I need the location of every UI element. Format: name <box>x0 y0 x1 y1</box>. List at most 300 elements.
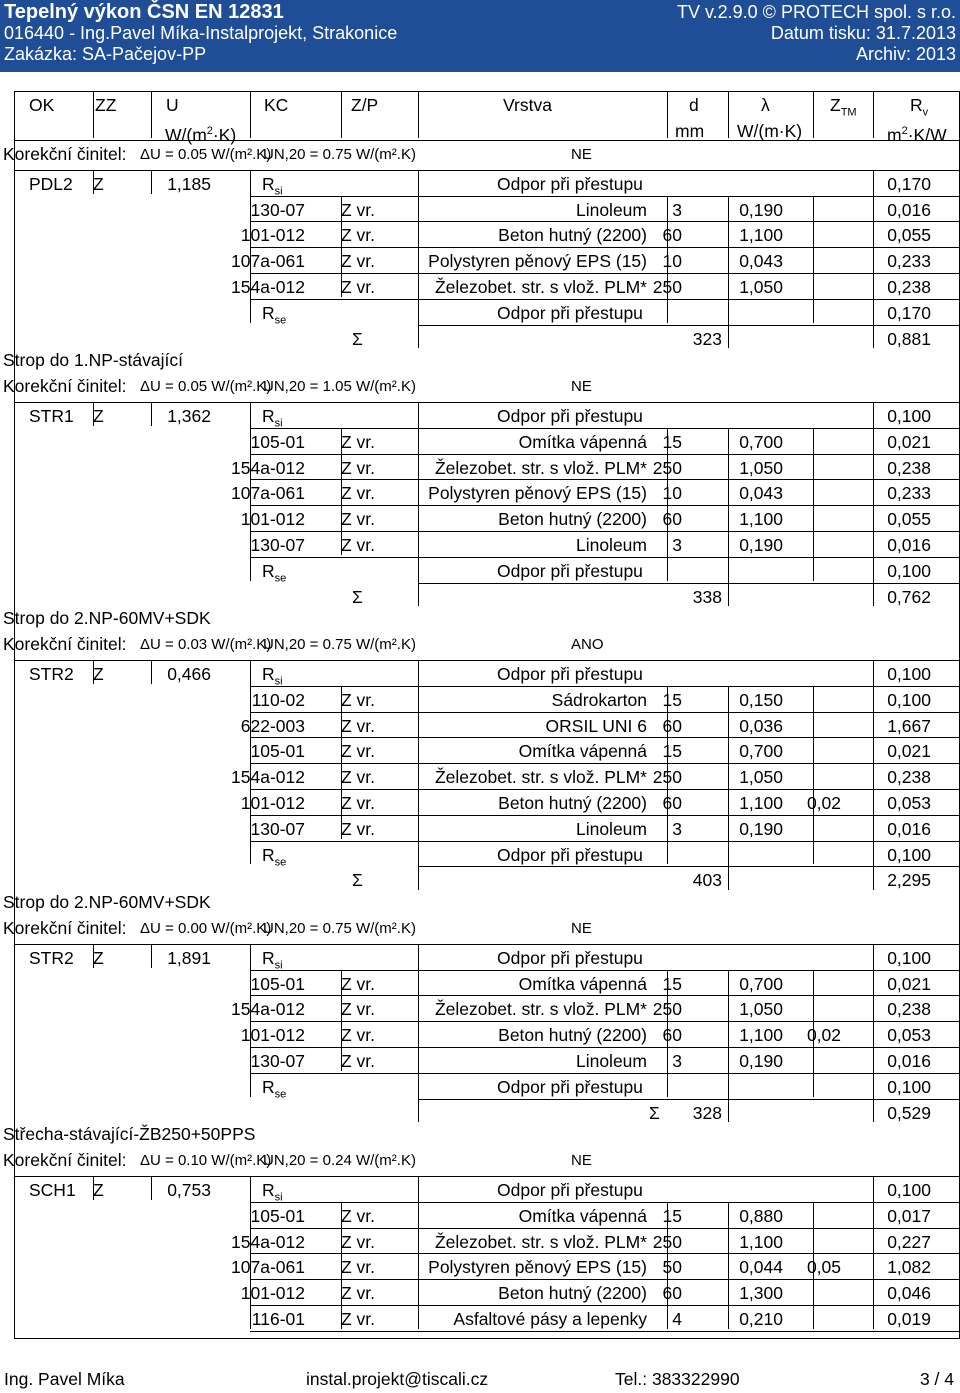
column-divider <box>728 686 729 890</box>
archive-label: Archiv: 2013 <box>855 44 956 64</box>
correction-un: UN,20 = 1.05 W/(m².K) <box>263 378 416 396</box>
layer-lambda: 0,880 <box>739 1205 783 1226</box>
column-divider <box>93 170 94 194</box>
column-divider <box>873 944 874 1123</box>
column-divider <box>151 402 152 426</box>
column-divider <box>667 970 668 1097</box>
layer-zp: Z vr. <box>341 483 376 504</box>
layer-lambda: 0,210 <box>739 1309 783 1329</box>
row-divider <box>250 247 960 248</box>
correction-flag: NE <box>571 378 592 396</box>
row-divider <box>15 402 960 403</box>
row-divider <box>250 454 960 455</box>
col-lambda-header: λ <box>761 95 770 115</box>
row-divider <box>250 789 960 790</box>
layer-zp: Z vr. <box>341 973 376 994</box>
layer-r: 0,021 <box>887 741 931 762</box>
layer-r: 0,017 <box>887 1205 931 1226</box>
column-divider <box>418 402 419 606</box>
row-divider <box>250 505 960 506</box>
sum-d: 403 <box>692 870 722 891</box>
layer-d: 15 <box>662 973 682 994</box>
col-rv-header: $R_v$ <box>910 95 929 119</box>
col-ztm-header: $Z_{TM}$ <box>830 95 857 119</box>
layer-name: Polystyren pěnový EPS (15) <box>428 1257 647 1278</box>
correction-label: Korekční činitel: <box>3 634 127 655</box>
column-divider <box>250 944 251 1097</box>
sum-symbol: Σ <box>352 328 363 349</box>
layer-kc: 105-01 <box>250 431 305 452</box>
layer-lambda: 0,190 <box>739 535 783 555</box>
row-divider <box>250 970 960 971</box>
layer-d: 10 <box>662 251 682 272</box>
layer-name: Linoleum <box>575 1051 647 1071</box>
rsi-value: 0,170 <box>887 173 931 194</box>
row-divider <box>250 1331 960 1332</box>
layer-lambda: 1,050 <box>739 457 783 478</box>
column-divider <box>813 970 814 1097</box>
layer-name: Sádrokarton <box>551 689 647 710</box>
column-divider <box>93 402 94 426</box>
correction-flag: NE <box>571 920 592 937</box>
layer-kc: 130-07 <box>250 818 305 839</box>
layer-zp: Z vr. <box>341 1051 376 1071</box>
correction-flag: ANO <box>571 636 604 654</box>
column-divider <box>813 686 814 865</box>
element-code: PDL2 <box>29 173 73 194</box>
row-divider <box>250 815 960 816</box>
layer-d: 15 <box>662 1205 682 1226</box>
layer-lambda: 0,150 <box>739 689 783 710</box>
layer-lambda: 1,100 <box>739 225 783 246</box>
layer-name: Omítka vápenná <box>518 973 647 994</box>
column-divider <box>873 92 874 138</box>
rse-value: 0,100 <box>887 844 931 865</box>
layer-zp: Z vr. <box>341 1257 376 1278</box>
layer-kc: 154a-012 <box>231 999 305 1020</box>
row-divider <box>250 479 960 480</box>
col-ok-header: OK <box>29 95 55 115</box>
order-name: Zakázka: SA-Pačejov-PP <box>4 44 207 64</box>
sum-r: 0,762 <box>887 586 931 607</box>
column-divider <box>813 196 814 323</box>
column-divider <box>418 1176 419 1329</box>
layer-ztm: 0,05 <box>806 1257 841 1278</box>
report-title: Tepelný výkon ČSN EN 12831 <box>4 1 284 23</box>
column-divider <box>813 92 814 138</box>
layer-lambda: 0,700 <box>739 741 783 762</box>
correction-label: Korekční činitel: <box>3 1150 127 1171</box>
rsi-text: Odpor při přestupu <box>497 406 643 426</box>
layer-kc: 101-012 <box>240 509 305 530</box>
layer-lambda: 1,050 <box>739 999 783 1020</box>
layer-r: 0,238 <box>887 277 931 297</box>
layer-zp: Z vr. <box>341 1309 376 1329</box>
layer-lambda: 0,043 <box>739 251 783 272</box>
column-divider <box>341 428 342 555</box>
rse-value: 0,100 <box>887 1076 931 1097</box>
col-d-header: d <box>689 95 699 115</box>
layer-name: Linoleum <box>575 199 647 220</box>
col-lambda-unit: W/(m·K) <box>737 121 803 141</box>
row-divider <box>15 1176 960 1177</box>
row-divider <box>15 140 960 141</box>
column-divider <box>813 428 814 581</box>
layer-r: 0,227 <box>887 1231 931 1252</box>
sum-symbol: Σ <box>352 870 363 891</box>
column-divider <box>873 170 874 349</box>
layer-kc: 105-01 <box>250 741 305 762</box>
layer-name: Linoleum <box>575 818 647 839</box>
rse-label: $R_{se}$ <box>262 1076 287 1101</box>
element-u: 1,362 <box>167 406 211 426</box>
layer-zp: Z vr. <box>341 741 376 762</box>
column-divider <box>728 970 729 1123</box>
column-divider <box>151 170 152 194</box>
rsi-label: $R_{si}$ <box>262 947 283 972</box>
correction-label: Korekční činitel: <box>3 144 127 164</box>
layer-d: 60 <box>662 715 682 736</box>
column-divider <box>873 1176 874 1329</box>
layer-lambda: 0,190 <box>739 1051 783 1071</box>
correction-flag: NE <box>571 1152 592 1170</box>
sum-d: 328 <box>692 1102 722 1123</box>
row-divider <box>15 170 960 171</box>
correction-du: ΔU = 0.05 W/(m².K) <box>140 146 272 163</box>
column-divider <box>151 1176 152 1200</box>
column-divider <box>418 92 419 138</box>
layer-zp: Z vr. <box>341 509 376 530</box>
layer-zp: Z vr. <box>341 199 376 220</box>
layer-lambda: 1,100 <box>739 793 783 813</box>
row-divider <box>15 944 960 945</box>
column-divider <box>250 92 251 138</box>
row-divider <box>250 841 960 842</box>
row-divider <box>250 1279 960 1280</box>
element-u: 1,891 <box>167 947 211 968</box>
correction-label: Korekční činitel: <box>3 918 127 938</box>
layer-d: 60 <box>662 793 682 813</box>
layer-kc: 105-01 <box>250 973 305 994</box>
correction-un: UN,20 = 0.75 W/(m².K) <box>263 920 416 937</box>
row-divider <box>250 995 960 996</box>
col-layer-header: Vrstva <box>503 95 552 115</box>
row-divider <box>418 1099 960 1100</box>
layer-r: 0,021 <box>887 973 931 994</box>
column-divider <box>728 1202 729 1329</box>
layer-d: 60 <box>662 1025 682 1046</box>
column-divider <box>341 970 342 1071</box>
layer-name: Železobet. str. s vlož. PLM* <box>434 277 647 297</box>
correction-label: Korekční činitel: <box>3 376 127 397</box>
element-zz: Z <box>93 1180 104 1200</box>
layer-kc: 130-07 <box>250 199 305 220</box>
column-divider <box>93 944 94 968</box>
layer-lambda: 0,043 <box>739 483 783 504</box>
element-zz: Z <box>93 173 104 194</box>
layer-lambda: 1,050 <box>739 767 783 788</box>
column-divider <box>250 402 251 581</box>
layer-name: Beton hutný (2200) <box>498 793 647 813</box>
layers-table <box>3 91 960 1339</box>
layer-r: 0,238 <box>887 999 931 1020</box>
layer-lambda: 1,050 <box>739 277 783 297</box>
layer-d: 50 <box>662 1257 682 1278</box>
column-divider <box>667 1202 668 1329</box>
column-divider <box>93 660 94 684</box>
column-divider <box>250 1176 251 1329</box>
layer-zp: Z vr. <box>341 251 376 272</box>
column-divider <box>667 686 668 865</box>
row-divider <box>250 273 960 274</box>
layer-name: Beton hutný (2200) <box>498 1025 647 1046</box>
correction-flag: NE <box>571 146 592 163</box>
layer-d: 3 <box>672 1051 682 1071</box>
row-divider <box>250 1228 960 1229</box>
section-title: Strop do 2.NP-60MV+SDK <box>3 892 211 913</box>
element-u: 1,185 <box>167 173 211 194</box>
row-divider <box>250 196 960 197</box>
section-title: Strop do 1.NP-stávající <box>3 350 183 371</box>
layer-d: 3 <box>672 535 682 555</box>
rsi-text: Odpor při přestupu <box>497 173 643 194</box>
layer-d: 3 <box>672 818 682 839</box>
rsi-text: Odpor při přestupu <box>497 947 643 968</box>
layer-kc: 130-07 <box>250 535 305 555</box>
layer-name: Železobet. str. s vlož. PLM* <box>434 767 647 788</box>
layer-zp: Z vr. <box>341 535 376 555</box>
column-divider <box>873 402 874 606</box>
layer-kc: 101-012 <box>240 1025 305 1046</box>
layer-d: 250 <box>652 277 682 297</box>
section-title: Strop do 2.NP-60MV+SDK <box>3 608 211 629</box>
column-divider <box>873 660 874 890</box>
column-divider <box>667 428 668 581</box>
column-divider <box>151 944 152 968</box>
sum-r: 2,295 <box>887 870 931 891</box>
correction-un: UN,20 = 0.75 W/(m².K) <box>263 146 416 163</box>
footer-page: 3 / 4 <box>919 1369 954 1389</box>
footer-author: Ing. Pavel Míka <box>4 1369 125 1389</box>
layer-lambda: 1,100 <box>739 1231 783 1252</box>
layer-kc: 107a-061 <box>231 1257 305 1278</box>
layer-zp: Z vr. <box>341 1231 376 1252</box>
row-divider <box>250 686 960 687</box>
sum-symbol: Σ <box>352 586 363 607</box>
column-divider <box>151 660 152 684</box>
row-divider <box>15 660 960 661</box>
rse-text: Odpor při přestupu <box>497 302 643 323</box>
layer-d: 250 <box>652 1231 682 1252</box>
layer-r: 0,053 <box>887 1025 931 1046</box>
rsi-label: $R_{si}$ <box>262 1180 283 1204</box>
layer-kc: 107a-061 <box>231 483 305 504</box>
row-divider <box>250 737 960 738</box>
software-version: TV v.2.9.0 © PROTECH spol. s r.o. <box>676 2 956 22</box>
correction-un: UN,20 = 0.24 W/(m².K) <box>263 1152 416 1170</box>
sum-r: 0,881 <box>887 328 931 349</box>
rsi-label: $R_{si}$ <box>262 406 283 430</box>
row-divider <box>250 557 960 558</box>
column-divider <box>93 1176 94 1200</box>
layer-zp: Z vr. <box>341 767 376 788</box>
rsi-text: Odpor při přestupu <box>497 664 643 684</box>
row-divider <box>250 763 960 764</box>
layer-kc: 116-01 <box>251 1309 305 1329</box>
column-divider <box>813 1202 814 1329</box>
footer-phone: Tel.: 383322990 <box>615 1369 740 1389</box>
layer-kc: 107a-061 <box>231 251 305 272</box>
layer-kc: 101-012 <box>240 225 305 246</box>
column-divider <box>341 686 342 839</box>
column-divider <box>418 170 419 349</box>
layer-name: Polystyren pěnový EPS (15) <box>428 483 647 504</box>
layer-r: 0,053 <box>887 793 931 813</box>
layer-r: 0,016 <box>887 535 931 555</box>
layer-zp: Z vr. <box>341 1025 376 1046</box>
layer-d: 15 <box>662 689 682 710</box>
layer-zp: Z vr. <box>341 225 376 246</box>
layer-zp: Z vr. <box>341 999 376 1020</box>
element-u: 0,466 <box>167 664 211 684</box>
row-divider <box>250 221 960 222</box>
column-divider <box>341 92 342 138</box>
row-divider <box>250 531 960 532</box>
rse-text: Odpor při přestupu <box>497 560 643 581</box>
layer-r: 0,021 <box>887 431 931 452</box>
layer-kc: 130-07 <box>250 1051 305 1071</box>
rse-text: Odpor při přestupu <box>497 844 643 865</box>
layer-d: 15 <box>662 741 682 762</box>
rse-label: $R_{se}$ <box>262 302 287 327</box>
column-divider <box>667 196 668 323</box>
layer-d: 15 <box>662 431 682 452</box>
column-divider <box>728 428 729 607</box>
layer-lambda: 0,044 <box>739 1257 783 1278</box>
layer-r: 0,016 <box>887 818 931 839</box>
layer-ztm: 0,02 <box>806 793 841 813</box>
col-u-header: U <box>166 95 179 115</box>
row-divider <box>250 1073 960 1074</box>
rse-value: 0,100 <box>887 560 931 581</box>
row-divider <box>250 1047 960 1048</box>
footer-email: instal.projekt@tiscali.cz <box>306 1369 489 1389</box>
layer-r: 0,233 <box>887 483 931 504</box>
layer-kc: 101-012 <box>240 793 305 813</box>
row-divider <box>250 1305 960 1306</box>
column-divider <box>250 170 251 323</box>
layer-r: 0,233 <box>887 251 931 272</box>
row-divider <box>250 1021 960 1022</box>
layer-lambda: 0,190 <box>739 818 783 839</box>
correction-du: ΔU = 0.00 W/(m².K) <box>140 920 272 937</box>
layer-name: Omítka vápenná <box>518 741 647 762</box>
layer-name: Beton hutný (2200) <box>498 225 647 246</box>
layer-zp: Z vr. <box>341 1283 376 1304</box>
layer-kc: 154a-012 <box>231 1231 305 1252</box>
rsi-label: $R_{si}$ <box>262 664 283 688</box>
layer-zp: Z vr. <box>341 715 376 736</box>
layer-r: 0,016 <box>887 199 931 220</box>
layer-r: 1,082 <box>887 1257 931 1278</box>
col-kc-header: KC <box>264 95 289 115</box>
rse-text: Odpor při přestupu <box>497 1076 643 1097</box>
layer-zp: Z vr. <box>341 818 376 839</box>
layer-ztm: 0,02 <box>806 1025 841 1046</box>
correction-du: ΔU = 0.10 W/(m².K) <box>140 1152 272 1170</box>
row-divider <box>250 299 960 300</box>
element-code: STR2 <box>29 947 74 968</box>
layer-kc: 105-01 <box>250 1205 305 1226</box>
column-divider <box>341 1202 342 1329</box>
layer-name: Polystyren pěnový EPS (15) <box>428 251 647 272</box>
layer-lambda: 1,100 <box>739 1025 783 1046</box>
rse-label: $R_{se}$ <box>262 560 287 585</box>
sum-d: 338 <box>692 586 722 607</box>
layer-r: 0,238 <box>887 457 931 478</box>
layer-d: 60 <box>662 225 682 246</box>
layer-d: 250 <box>652 457 682 478</box>
row-divider <box>250 1202 960 1203</box>
layer-r: 1,667 <box>887 715 931 736</box>
row-divider <box>250 428 960 429</box>
layer-kc: 110-02 <box>251 689 305 710</box>
correction-un: UN,20 = 0.75 W/(m².K) <box>263 636 416 654</box>
layer-zp: Z vr. <box>341 457 376 478</box>
row-divider <box>250 712 960 713</box>
layer-name: Linoleum <box>575 535 647 555</box>
layer-lambda: 0,190 <box>739 199 783 220</box>
page-header <box>0 0 960 72</box>
column-divider <box>341 196 342 297</box>
layer-r: 0,238 <box>887 767 931 788</box>
rsi-value: 0,100 <box>887 406 931 426</box>
layer-name: Železobet. str. s vlož. PLM* <box>434 999 647 1020</box>
layer-name: ORSIL UNI 6 <box>545 715 647 736</box>
layer-name: Asfaltové pásy a lepenky <box>453 1309 647 1329</box>
layer-d: 3 <box>672 199 682 220</box>
layer-r: 0,055 <box>887 225 931 246</box>
column-divider <box>151 92 152 138</box>
layer-lambda: 0,036 <box>739 715 783 736</box>
element-code: STR2 <box>29 664 74 684</box>
column-divider <box>418 660 419 890</box>
rsi-value: 0,100 <box>887 1180 931 1200</box>
layer-lambda: 1,100 <box>739 509 783 530</box>
column-divider <box>728 92 729 138</box>
layer-r: 0,046 <box>887 1283 931 1304</box>
layer-kc: 101-012 <box>240 1283 305 1304</box>
layer-kc: 622-003 <box>240 715 305 736</box>
rsi-label: $R_{si}$ <box>262 173 283 198</box>
layer-lambda: 1,300 <box>739 1283 783 1304</box>
element-zz: Z <box>93 664 104 684</box>
row-divider <box>418 866 960 867</box>
layer-zp: Z vr. <box>341 793 376 813</box>
project-name: 016440 - Ing.Pavel Míka-Instalprojekt, Strakonice <box>4 23 398 43</box>
col-rv-unit: $m^2\cdot K/W$ <box>887 124 947 145</box>
layer-name: Železobet. str. s vlož. PLM* <box>434 1231 647 1252</box>
layer-zp: Z vr. <box>341 277 376 297</box>
layer-kc: 154a-012 <box>231 767 305 788</box>
element-zz: Z <box>93 947 104 968</box>
layer-d: 60 <box>662 1283 682 1304</box>
layer-kc: 154a-012 <box>231 457 305 478</box>
rse-value: 0,170 <box>887 302 931 323</box>
layer-d: 10 <box>662 483 682 504</box>
column-divider <box>728 196 729 349</box>
layer-name: Železobet. str. s vlož. PLM* <box>434 457 647 478</box>
